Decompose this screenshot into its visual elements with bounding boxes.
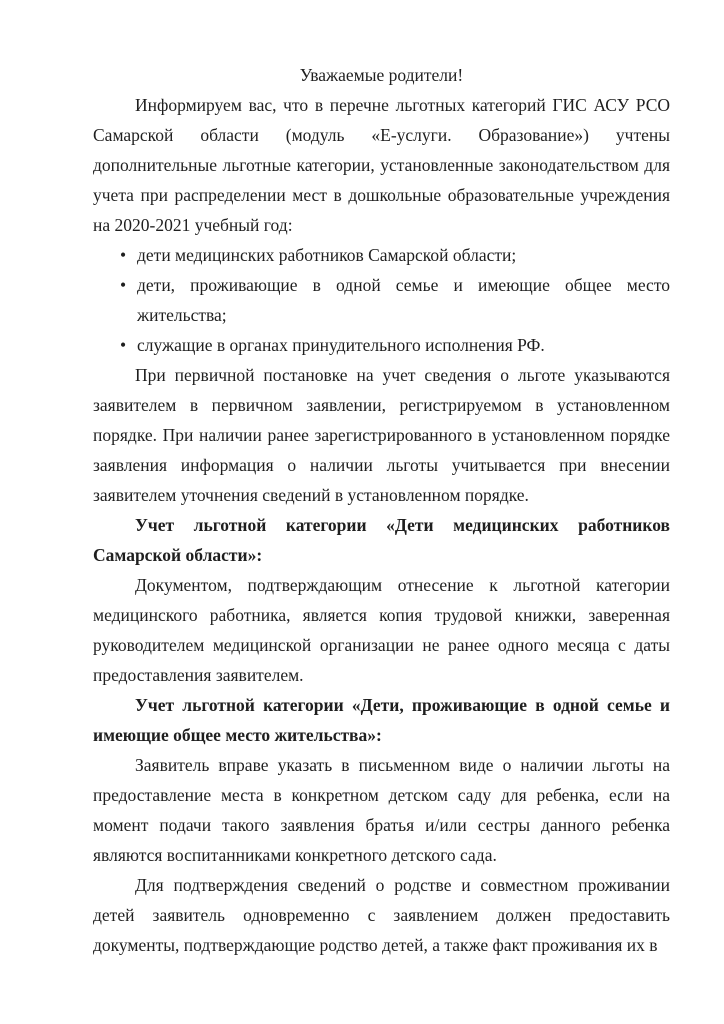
bullet-list — [93, 240, 670, 360]
list-item-text: служащие в органах принудительного исполнения РФ. — [137, 335, 545, 355]
list-item — [93, 270, 670, 330]
bullet-icon: • — [120, 335, 127, 355]
paragraph-medical-document: Документом, подтверждающим отнесение к льготной категории медицинского работника, является копия трудовой книжки, заверенная руководителем медицинской организации не ранее одного месяца с даты предоставления заявителем. — [93, 575, 670, 685]
list-item-text: дети медицинских работников Самарской области; — [137, 245, 517, 265]
heading-medical-category: Учет льготной категории «Дети медицинских работников Самарской области»: — [93, 515, 670, 565]
paragraph-intro: Информируем вас, что в перечне льготных категорий ГИС АСУ РСО Самарской области (модуль «Е-услуги. Образование») учтены дополнительные льготные категории, установленные законодательством для учета при распределении мест в дошкольные образовательные учреждения на 2020-2021 учебный год: — [93, 95, 670, 235]
list-item — [93, 240, 670, 270]
heading-family-category: Учет льготной категории «Дети, проживающие в одной семье и имеющие общее место жительства»: — [93, 695, 670, 745]
document-title: Уважаемые родители! — [299, 65, 464, 85]
bullet-icon: • — [120, 275, 127, 295]
paragraph-family-documents: Для подтверждения сведений о родстве и совместном проживании детей заявитель одновременно с заявлением должен предоставить документы, подтверждающие родство детей, а также факт проживания их в — [93, 875, 670, 955]
bullet-icon: • — [120, 245, 127, 265]
list-item-text: дети, проживающие в одной семье и имеющие общее место жительства; — [137, 275, 670, 325]
paragraph-registration: При первичной постановке на учет сведения о льготе указываются заявителем в первичном заявлении, регистрируемом в установленном порядке. При наличии ранее зарегистрированного в установленном порядке заявления информация о наличии льготы учитывается при внесении заявителем уточнения сведений в установленном порядке. — [93, 365, 670, 505]
paragraph-family-right: Заявитель вправе указать в письменном виде о наличии льготы на предоставление места в конкретном детском саду для ребенка, если на момент подачи такого заявления братья и/или сестры данного ребенка являются воспитанниками конкретного детского сада. — [93, 755, 670, 865]
list-item — [93, 330, 670, 360]
